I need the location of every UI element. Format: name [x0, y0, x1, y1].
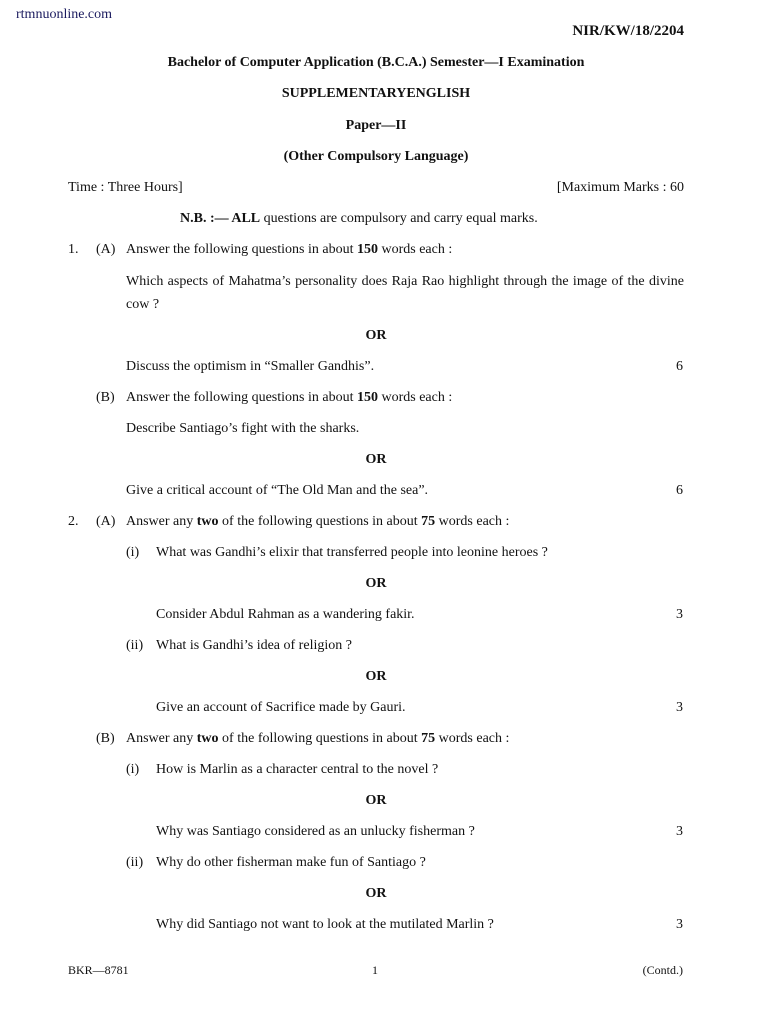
site-watermark: rtmnuonline.com	[16, 7, 113, 22]
q1-number: 1.	[68, 242, 79, 257]
instr-word-count: 150	[356, 390, 378, 405]
paper-subtitle: (Other Compulsory Language)	[283, 149, 469, 164]
continued-label: (Contd.)	[642, 963, 683, 977]
or-label: OR	[365, 452, 387, 467]
q2-number: 2.	[68, 514, 79, 529]
instr-text: Answer any	[126, 731, 194, 746]
q2a-i-label: (i)	[126, 545, 140, 560]
q2a-ii-alternative: Give an account of Sacrifice made by Gauri.	[156, 700, 406, 715]
or-label: OR	[365, 669, 387, 684]
q2a-ii-label: (ii)	[126, 638, 144, 653]
q1a-label: (A)	[96, 242, 116, 257]
or-label: OR	[365, 793, 387, 808]
q2b-ii-question: Why do other fisherman make fun of Santiago ?	[156, 855, 426, 870]
q2b-ii-marks: 3	[676, 917, 683, 932]
nb-prefix: N.B. :— ALL	[180, 211, 261, 226]
instr-text: Answer any	[126, 514, 194, 529]
instr-text: Answer the following questions in about	[126, 242, 354, 257]
paper-number: Paper—II	[345, 118, 407, 133]
instr-text: of the following questions in about	[222, 731, 418, 746]
q1a-instruction	[126, 242, 452, 258]
q1a-marks: 6	[676, 359, 683, 374]
q2b-ii-alternative: Why did Santiago not want to look at the mutilated Marlin ?	[156, 917, 494, 932]
or-label: OR	[365, 886, 387, 901]
instr-text: words each :	[381, 390, 453, 405]
q2b-i-label: (i)	[126, 762, 140, 777]
instr-word-count: 75	[421, 514, 436, 529]
instr-word-count: 150	[356, 242, 378, 257]
q2a-i-question: What was Gandhi’s elixir that transferred people into leonine heroes ?	[156, 545, 548, 560]
q1b-marks: 6	[676, 483, 683, 498]
or-label: OR	[365, 576, 387, 591]
q1b-alternative: Give a critical account of “The Old Man and the sea”.	[126, 483, 429, 498]
maximum-marks: [Maximum Marks : 60	[556, 180, 684, 195]
q2b-i-alternative: Why was Santiago considered as an unlucky fisherman ?	[156, 824, 475, 839]
q2a-instruction	[126, 514, 509, 530]
q1a-question: Which aspects of Mahatma’s personality does Raja Rao highlight through the image of the divine cow ?	[126, 274, 684, 312]
q2a-label: (A)	[96, 514, 116, 529]
q2b-label: (B)	[96, 731, 115, 746]
instr-count: two	[196, 514, 219, 529]
instr-text: words each :	[438, 731, 510, 746]
page-number: 1	[372, 963, 378, 977]
q2a-i-marks: 3	[676, 607, 683, 622]
nb-text: questions are compulsory and carry equal marks.	[263, 211, 538, 226]
footer-code: BKR—8781	[68, 963, 129, 977]
q2b-i-marks: 3	[676, 824, 683, 839]
paper-code: NIR/KW/18/2204	[572, 23, 684, 39]
instr-text: Answer the following questions in about	[126, 390, 354, 405]
q2b-instruction	[126, 731, 509, 747]
instr-word-count: 75	[421, 731, 436, 746]
instr-text: words each :	[438, 514, 510, 529]
q1b-label: (B)	[96, 390, 115, 405]
q2a-ii-marks: 3	[676, 700, 683, 715]
q2b-i-question: How is Marlin as a character central to the novel ?	[156, 762, 439, 777]
time-allowed: Time : Three Hours]	[68, 180, 183, 195]
instr-text: words each :	[381, 242, 453, 257]
q2b-ii-label: (ii)	[126, 855, 144, 870]
subject-title: SUPPLEMENTARYENGLISH	[281, 86, 471, 101]
exam-title: Bachelor of Computer Application (B.C.A.) Semester—I Examination	[167, 55, 585, 70]
q2a-ii-question: What is Gandhi’s idea of religion ?	[156, 638, 352, 653]
instr-text: of the following questions in about	[222, 514, 418, 529]
nb-note	[180, 211, 538, 227]
q1a-alternative: Discuss the optimism in “Smaller Gandhis”.	[126, 359, 375, 374]
q2a-i-alternative: Consider Abdul Rahman as a wandering fakir.	[156, 607, 415, 622]
or-label: OR	[365, 328, 387, 343]
q1b-instruction	[126, 390, 452, 406]
instr-count: two	[196, 731, 219, 746]
q1b-question: Describe Santiago’s fight with the sharks.	[126, 421, 360, 436]
